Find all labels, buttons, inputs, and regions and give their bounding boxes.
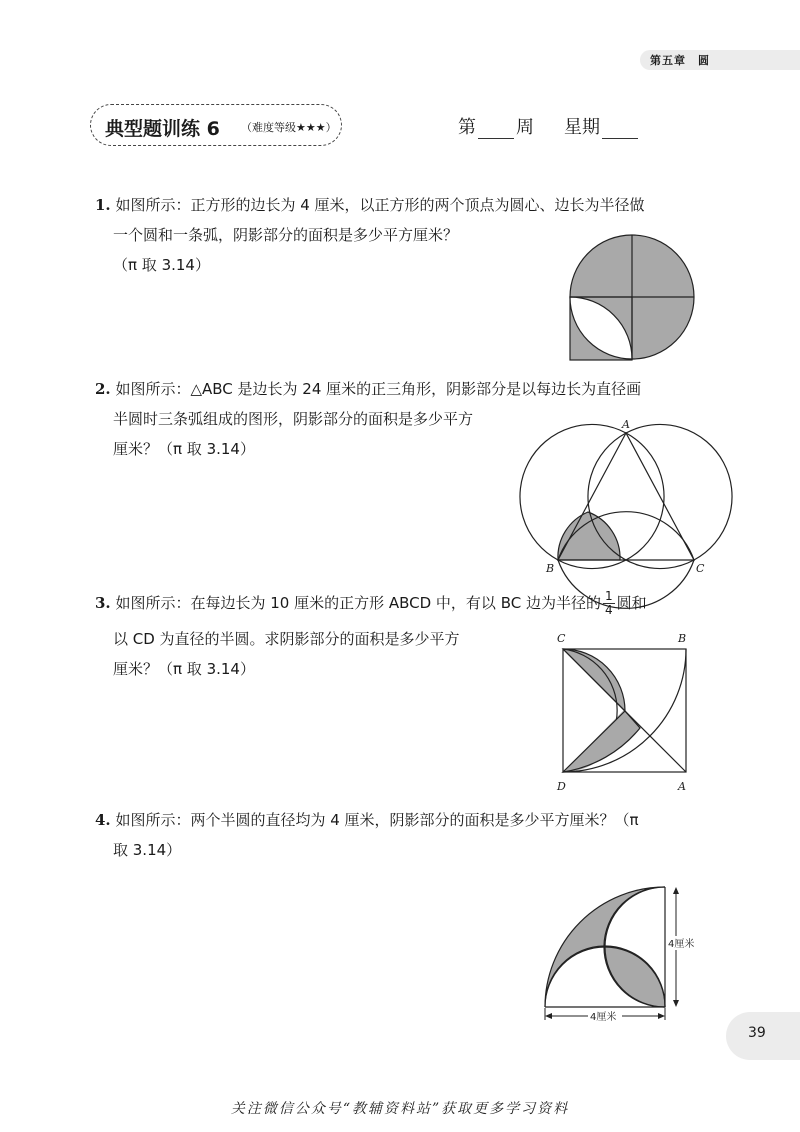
exercise-title: 典型题训练 6 xyxy=(105,118,220,140)
vertex-c: C xyxy=(557,632,566,645)
question-1-line-2: 一个圆和一条弧，阴影部分的面积是多少平方厘米？ xyxy=(113,226,459,244)
question-2-line-2: 半圆时三条弧组成的图形，阴影部分的面积是多少平方 xyxy=(113,410,474,428)
question-4-line-2: 取 3.14） xyxy=(113,841,182,859)
weekday-label: 星期 xyxy=(564,117,600,138)
question-1 xyxy=(95,190,645,280)
question-1-line-1: 1. 如图所示：正方形的边长为 4 厘米，以正方形的两个顶点为圆心、边长为半径做 xyxy=(95,196,645,214)
question-3-line-3: 厘米？（π 取 3.14） xyxy=(113,660,255,678)
question-1-line-3: （π 取 3.14） xyxy=(113,256,210,274)
figure-4 xyxy=(540,880,720,1029)
chapter-label: 第五章 圆 xyxy=(650,54,710,67)
week-day-field xyxy=(458,113,640,139)
page-number-tab xyxy=(726,1012,800,1060)
figure-3 xyxy=(550,628,690,802)
width-label: 4厘米 xyxy=(590,1012,617,1023)
vertex-a: A xyxy=(678,780,686,793)
vertex-c: C xyxy=(696,562,705,575)
figure-1 xyxy=(568,238,698,368)
question-2-line-1: 2. 如图所示：△ABC 是边长为 24 厘米的正三角形，阴影部分是以每边长为直径画 xyxy=(95,380,642,398)
height-label: 4厘米 xyxy=(668,939,695,950)
footer-note: 关注微信公众号“教辅资料站”获取更多学习资料 xyxy=(230,1101,570,1117)
question-2-line-3: 厘米？（π 取 3.14） xyxy=(113,440,255,458)
difficulty-label: （难度等级★★★） xyxy=(241,121,337,134)
chapter-tab xyxy=(640,50,800,70)
vertex-b: B xyxy=(546,562,555,575)
weekday-blank xyxy=(602,120,638,139)
vertex-b: B xyxy=(678,632,687,645)
question-4 xyxy=(95,805,639,865)
vertex-d: D xyxy=(557,780,566,793)
exercise-title-box xyxy=(90,104,342,146)
vertex-a: A xyxy=(622,418,630,431)
week-prefix: 第 xyxy=(458,117,476,138)
page-number: 39 xyxy=(748,1025,766,1041)
figure-2 xyxy=(540,416,710,580)
week-suffix: 周 xyxy=(516,117,534,138)
shaded-region xyxy=(558,512,620,560)
question-3-line-2: 以 CD 为直径的半圆。求阴影部分的面积是多少平方 xyxy=(113,630,460,648)
question-4-line-1: 4. 如图所示：两个半圆的直径均为 4 厘米，阴影部分的面积是多少平方厘米？（π xyxy=(95,811,639,829)
fraction-quarter: $\frac{1}{4}$ xyxy=(604,589,613,617)
week-blank xyxy=(478,120,514,139)
question-3-line-1: 3. 如图所示：在每边长为 10 厘米的正方形 ABCD 中，有以 BC 边为半径的 $\frac{1}{4}$ 圆和 xyxy=(95,589,647,617)
